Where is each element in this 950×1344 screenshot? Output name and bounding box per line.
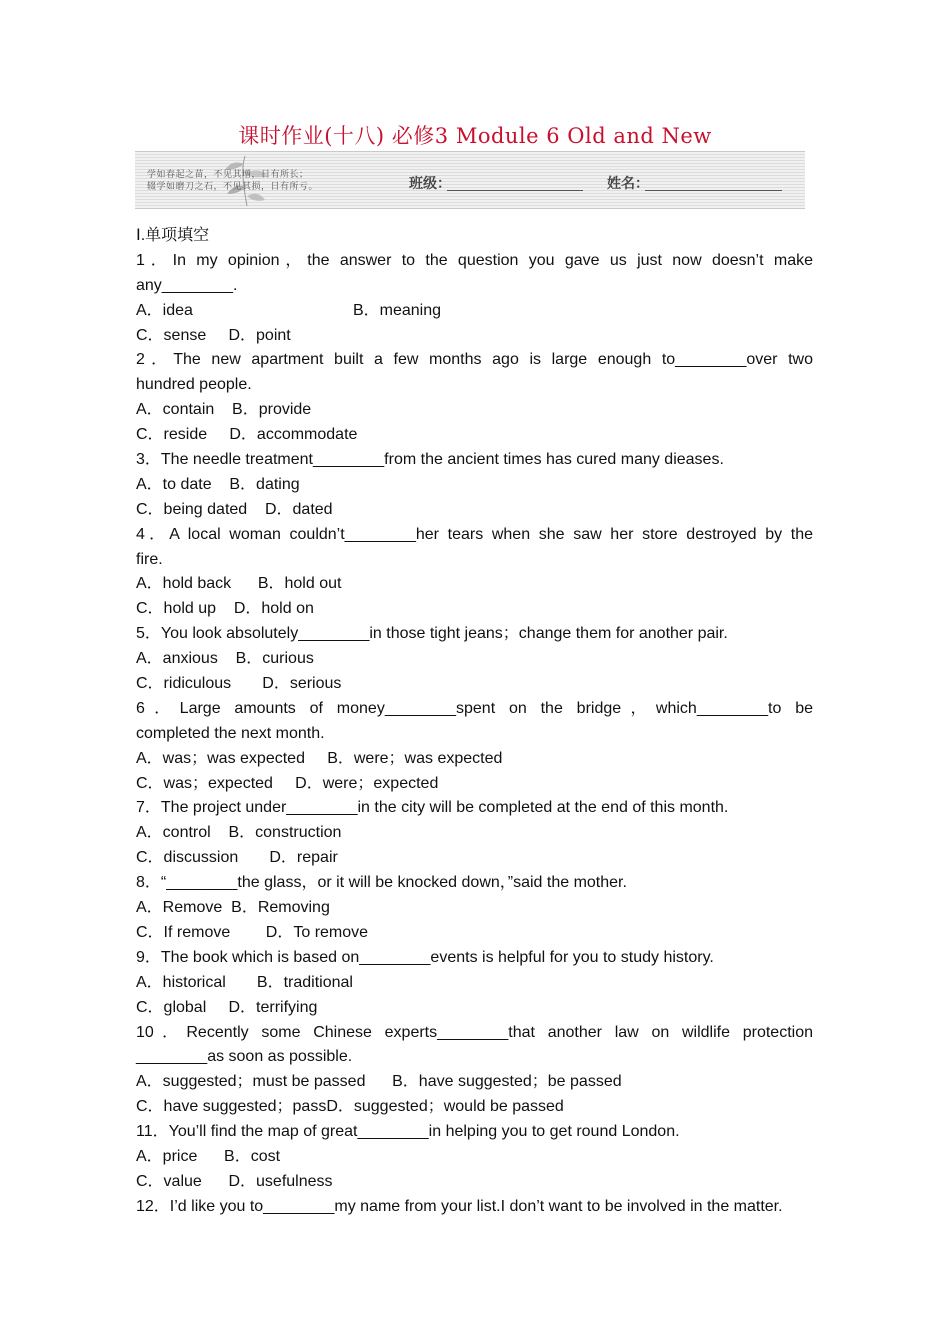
name-field[interactable] [645,190,782,191]
option-line: C．ridiculous D．serious [136,675,342,693]
option-line: C．reside D．accommodate [136,426,358,444]
question-line: 11．You’ll find the map of great________in helping you to get round London. [136,1123,680,1141]
question-line: 9．The book which is based on________events is helpful for you to study history. [136,948,714,966]
option-line: A．hold back B．hold out [136,575,342,593]
option-line: A．suggested；must be passed B．have suggested；be passed [136,1073,622,1091]
question-line: 2．The new apartment built a few months ago is large enough to________over two [136,351,813,369]
option-line: A．price B．cost [136,1147,281,1165]
class-field[interactable] [447,190,583,191]
option-line: A．control B．construction [136,824,342,842]
question-line: 5．You look absolutely________in those tight jeans；change them for another pair. [136,625,728,643]
option-line: C．global D．terrifying [136,998,318,1016]
option-line: C．value D．usefulness [136,1172,333,1190]
question-line: 7．The project under________in the city will be completed at the end of this month. [136,799,729,817]
option-line: C．discussion D．repair [136,849,338,867]
name-label: 姓名： [607,176,649,192]
class-label: 班级： [409,176,451,192]
page-title: 课时作业(十八) 必修3 Module 6 Old and New [238,124,712,148]
option-line: C．hold up D．hold on [136,600,314,618]
option-line: A．Remove B．Removing [136,899,330,917]
question-line: ________as soon as possible. [136,1048,353,1066]
motto-line: 辍学如磨刀之石，不见其损，日有所亏。 [147,182,319,192]
question-line: 1．In my opinion，the answer to the question you gave us just now doesn’t make [136,251,813,269]
option-line: A．historical B．traditional [136,973,353,991]
option-line: A．was；was expected B．were；was expected [136,749,503,767]
question-line: 3．The needle treatment________from the ancient times has cured many dieases. [136,451,724,469]
option-line: A．idea B．meaning [136,301,442,319]
header-banner [135,151,805,209]
section-title: Ⅰ.单项填空 [136,227,210,244]
option-line: C．If remove D．To remove [136,923,369,941]
question-line: 12．I’d like you to________my name from your list.I don’t want to be involved in the matter. [136,1197,783,1215]
option-line: A．to date B．dating [136,475,300,493]
question-line: 6．Large amounts of money________spent on the bridge，which________to be [136,699,813,717]
option-line: A．anxious B．curious [136,650,314,668]
question-line: 8．“________the glass，or it will be knocked down，”said the mother. [136,874,627,892]
question-line: fire. [136,550,163,568]
option-line: A．contain B．provide [136,401,312,419]
question-line: any________. [136,276,238,294]
option-line: C．sense D．point [136,326,291,344]
question-line: 4．A local woman couldn’t________her tears when she saw her store destroyed by the [136,525,813,543]
question-line: 10．Recently some Chinese experts________that another law on wildlife protection [136,1023,813,1041]
motto-line: 学如春起之苗，不见其增，日有所长； [147,170,309,180]
question-line: completed the next month. [136,724,325,742]
exercise-body [136,224,813,1220]
option-line: C．was；expected D．were；expected [136,774,439,792]
option-line: C．being dated D．dated [136,500,333,518]
option-line: C．have suggested；passD．suggested；would be passed [136,1098,564,1116]
motto [147,169,318,193]
question-line: hundred people. [136,376,252,394]
